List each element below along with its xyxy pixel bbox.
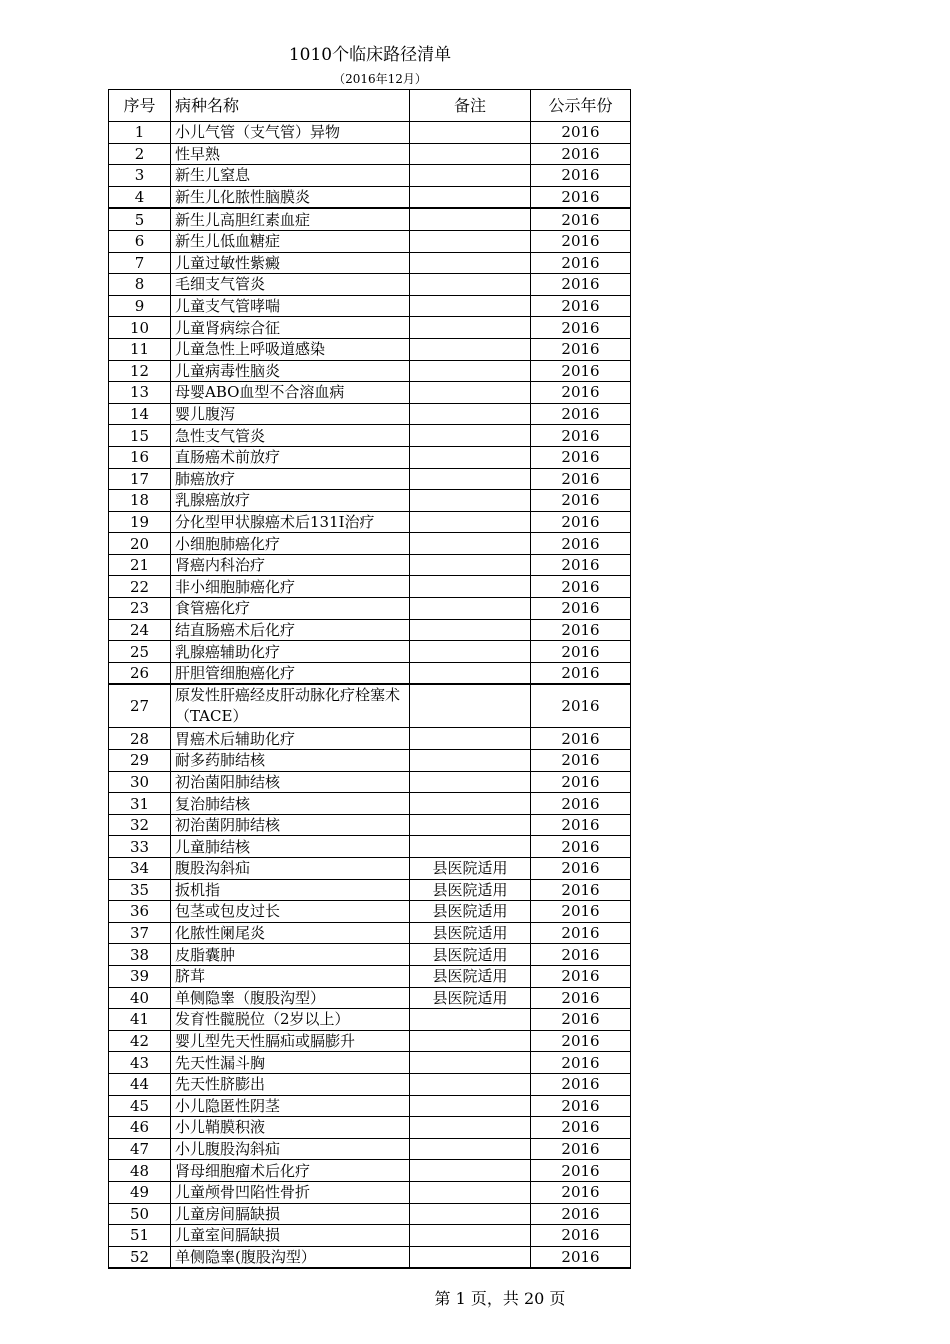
row-remark xyxy=(410,1181,531,1203)
row-year: 2016 xyxy=(531,1225,631,1247)
row-remark xyxy=(410,554,531,576)
row-year: 2016 xyxy=(531,771,631,793)
row-year: 2016 xyxy=(531,186,631,208)
row-remark: 县医院适用 xyxy=(410,879,531,901)
row-year: 2016 xyxy=(531,728,631,750)
row-remark xyxy=(410,771,531,793)
row-index: 18 xyxy=(109,490,171,512)
row-remark xyxy=(410,122,531,144)
table-row xyxy=(109,879,631,901)
row-disease-name: 耐多药肺结核 xyxy=(171,750,410,772)
row-disease-name: 儿童颅骨凹陷性骨折 xyxy=(171,1181,410,1203)
row-year: 2016 xyxy=(531,490,631,512)
row-remark xyxy=(410,1073,531,1095)
row-year: 2016 xyxy=(531,922,631,944)
row-index: 51 xyxy=(109,1225,171,1247)
row-disease-name: 儿童室间膈缺损 xyxy=(171,1225,410,1247)
table-row xyxy=(109,165,631,187)
row-year: 2016 xyxy=(531,511,631,533)
row-remark xyxy=(410,728,531,750)
row-remark xyxy=(410,662,531,684)
row-index: 26 xyxy=(109,662,171,684)
table-row xyxy=(109,382,631,404)
row-index: 23 xyxy=(109,598,171,620)
row-remark: 县医院适用 xyxy=(410,922,531,944)
row-year: 2016 xyxy=(531,1138,631,1160)
row-disease-name: 结直肠癌术后化疗 xyxy=(171,619,410,641)
row-remark xyxy=(410,1052,531,1074)
table-row xyxy=(109,1138,631,1160)
row-year: 2016 xyxy=(531,684,631,728)
table-row xyxy=(109,533,631,555)
row-index: 28 xyxy=(109,728,171,750)
table-row xyxy=(109,186,631,208)
row-year: 2016 xyxy=(531,554,631,576)
row-year: 2016 xyxy=(531,1117,631,1139)
row-disease-name: 小儿腹股沟斜疝 xyxy=(171,1138,410,1160)
table-row xyxy=(109,1095,631,1117)
row-index: 39 xyxy=(109,965,171,987)
table-row xyxy=(109,403,631,425)
table-row xyxy=(109,814,631,836)
row-disease-name: 发育性髋脱位（2岁以上） xyxy=(171,1009,410,1031)
table-row xyxy=(109,554,631,576)
row-year: 2016 xyxy=(531,143,631,165)
row-disease-name: 原发性肝癌经皮肝动脉化疗栓塞术（TACE） xyxy=(171,684,410,728)
row-remark xyxy=(410,143,531,165)
row-disease-name: 新生儿高胆红素血症 xyxy=(171,208,410,230)
row-remark xyxy=(410,317,531,339)
row-index: 33 xyxy=(109,836,171,858)
row-index: 8 xyxy=(109,274,171,296)
row-year: 2016 xyxy=(531,576,631,598)
row-disease-name: 复治肺结核 xyxy=(171,793,410,815)
row-remark xyxy=(410,1203,531,1225)
row-year: 2016 xyxy=(531,122,631,144)
table-row xyxy=(109,1073,631,1095)
row-remark xyxy=(410,1095,531,1117)
row-disease-name: 非小细胞肺癌化疗 xyxy=(171,576,410,598)
row-disease-name: 先天性脐膨出 xyxy=(171,1073,410,1095)
row-disease-name: 包茎或包皮过长 xyxy=(171,901,410,923)
row-remark xyxy=(410,750,531,772)
row-remark: 县医院适用 xyxy=(410,987,531,1009)
row-year: 2016 xyxy=(531,165,631,187)
row-disease-name: 儿童肾病综合征 xyxy=(171,317,410,339)
row-index: 19 xyxy=(109,511,171,533)
table-body xyxy=(109,122,631,1269)
row-index: 34 xyxy=(109,858,171,880)
table-row xyxy=(109,836,631,858)
row-index: 9 xyxy=(109,295,171,317)
row-year: 2016 xyxy=(531,598,631,620)
row-remark xyxy=(410,165,531,187)
row-remark xyxy=(410,1117,531,1139)
table-row xyxy=(109,1052,631,1074)
row-year: 2016 xyxy=(531,1246,631,1268)
row-year: 2016 xyxy=(531,836,631,858)
table-row xyxy=(109,684,631,728)
row-year: 2016 xyxy=(531,1181,631,1203)
document-title: 1010个临床路径清单 xyxy=(288,45,452,65)
header-disease-name: 病种名称 xyxy=(171,90,410,122)
row-index: 27 xyxy=(109,684,171,728)
row-year: 2016 xyxy=(531,1095,631,1117)
row-index: 13 xyxy=(109,382,171,404)
row-index: 37 xyxy=(109,922,171,944)
row-index: 46 xyxy=(109,1117,171,1139)
row-year: 2016 xyxy=(531,987,631,1009)
row-disease-name: 性早熟 xyxy=(171,143,410,165)
row-year: 2016 xyxy=(531,230,631,252)
row-remark xyxy=(410,230,531,252)
row-disease-name: 直肠癌术前放疗 xyxy=(171,446,410,468)
row-remark xyxy=(410,208,531,230)
row-remark xyxy=(410,793,531,815)
row-disease-name: 小细胞肺癌化疗 xyxy=(171,533,410,555)
header-remark: 备注 xyxy=(410,90,531,122)
row-year: 2016 xyxy=(531,879,631,901)
row-year: 2016 xyxy=(531,793,631,815)
row-remark xyxy=(410,186,531,208)
row-disease-name: 皮脂囊肿 xyxy=(171,944,410,966)
row-remark xyxy=(410,382,531,404)
row-index: 36 xyxy=(109,901,171,923)
row-year: 2016 xyxy=(531,814,631,836)
table-row xyxy=(109,944,631,966)
row-index: 44 xyxy=(109,1073,171,1095)
row-remark xyxy=(410,360,531,382)
table-row xyxy=(109,1181,631,1203)
row-disease-name: 初治菌阴肺结核 xyxy=(171,814,410,836)
row-index: 31 xyxy=(109,793,171,815)
row-disease-name: 乳腺癌放疗 xyxy=(171,490,410,512)
row-index: 35 xyxy=(109,879,171,901)
row-index: 6 xyxy=(109,230,171,252)
row-year: 2016 xyxy=(531,382,631,404)
row-year: 2016 xyxy=(531,1160,631,1182)
row-index: 49 xyxy=(109,1181,171,1203)
row-year: 2016 xyxy=(531,274,631,296)
row-remark xyxy=(410,338,531,360)
table-row xyxy=(109,728,631,750)
table-row xyxy=(109,446,631,468)
row-index: 4 xyxy=(109,186,171,208)
table-row xyxy=(109,317,631,339)
row-year: 2016 xyxy=(531,944,631,966)
row-remark xyxy=(410,511,531,533)
row-disease-name: 儿童过敏性紫癜 xyxy=(171,252,410,274)
row-remark xyxy=(410,1246,531,1268)
table-row xyxy=(109,576,631,598)
row-remark xyxy=(410,619,531,641)
row-remark xyxy=(410,252,531,274)
table-row xyxy=(109,208,631,230)
row-disease-name: 单侧隐睾(腹股沟型） xyxy=(171,1246,410,1268)
row-disease-name: 单侧隐睾（腹股沟型） xyxy=(171,987,410,1009)
row-index: 41 xyxy=(109,1009,171,1031)
row-disease-name: 腹股沟斜疝 xyxy=(171,858,410,880)
row-year: 2016 xyxy=(531,360,631,382)
row-year: 2016 xyxy=(531,208,631,230)
row-index: 29 xyxy=(109,750,171,772)
row-year: 2016 xyxy=(531,317,631,339)
row-index: 24 xyxy=(109,619,171,641)
row-year: 2016 xyxy=(531,1073,631,1095)
table-row xyxy=(109,858,631,880)
row-index: 7 xyxy=(109,252,171,274)
row-year: 2016 xyxy=(531,1203,631,1225)
row-year: 2016 xyxy=(531,901,631,923)
row-disease-name: 儿童肺结核 xyxy=(171,836,410,858)
table-row xyxy=(109,750,631,772)
row-disease-name: 母婴ABO血型不合溶血病 xyxy=(171,382,410,404)
row-remark xyxy=(410,403,531,425)
row-index: 20 xyxy=(109,533,171,555)
row-year: 2016 xyxy=(531,1009,631,1031)
row-remark: 县医院适用 xyxy=(410,944,531,966)
row-index: 15 xyxy=(109,425,171,447)
row-remark xyxy=(410,425,531,447)
row-remark xyxy=(410,641,531,663)
row-year: 2016 xyxy=(531,425,631,447)
table-row xyxy=(109,511,631,533)
row-remark: 县医院适用 xyxy=(410,901,531,923)
row-remark xyxy=(410,490,531,512)
row-index: 47 xyxy=(109,1138,171,1160)
table-row xyxy=(109,252,631,274)
row-remark xyxy=(410,1160,531,1182)
header-year: 公示年份 xyxy=(531,90,631,122)
table-row xyxy=(109,662,631,684)
row-remark: 县医院适用 xyxy=(410,858,531,880)
row-disease-name: 新生儿窒息 xyxy=(171,165,410,187)
table-row xyxy=(109,1009,631,1031)
row-disease-name: 新生儿化脓性脑膜炎 xyxy=(171,186,410,208)
row-year: 2016 xyxy=(531,750,631,772)
row-disease-name: 肺癌放疗 xyxy=(171,468,410,490)
table-row xyxy=(109,987,631,1009)
table-row xyxy=(109,1225,631,1247)
row-index: 21 xyxy=(109,554,171,576)
row-remark xyxy=(410,814,531,836)
row-year: 2016 xyxy=(531,403,631,425)
table-row xyxy=(109,274,631,296)
row-disease-name: 新生儿低血糖症 xyxy=(171,230,410,252)
row-disease-name: 胃癌术后辅助化疗 xyxy=(171,728,410,750)
row-remark xyxy=(410,684,531,728)
row-remark xyxy=(410,295,531,317)
row-disease-name: 小儿隐匿性阴茎 xyxy=(171,1095,410,1117)
table-header-row xyxy=(109,90,631,122)
page-footer: 第 1 页，共 20 页 xyxy=(434,1289,566,1308)
row-index: 11 xyxy=(109,338,171,360)
row-index: 32 xyxy=(109,814,171,836)
table-row xyxy=(109,1203,631,1225)
table-row xyxy=(109,771,631,793)
row-disease-name: 肾母细胞瘤术后化疗 xyxy=(171,1160,410,1182)
row-year: 2016 xyxy=(531,338,631,360)
row-index: 10 xyxy=(109,317,171,339)
row-remark xyxy=(410,1138,531,1160)
row-year: 2016 xyxy=(531,858,631,880)
table-row xyxy=(109,1030,631,1052)
row-index: 45 xyxy=(109,1095,171,1117)
table-row xyxy=(109,360,631,382)
row-index: 5 xyxy=(109,208,171,230)
document-subtitle: （2016年12月） xyxy=(333,72,427,86)
row-index: 3 xyxy=(109,165,171,187)
row-index: 1 xyxy=(109,122,171,144)
row-remark xyxy=(410,576,531,598)
row-disease-name: 毛细支气管炎 xyxy=(171,274,410,296)
table-row xyxy=(109,143,631,165)
row-year: 2016 xyxy=(531,468,631,490)
row-index: 12 xyxy=(109,360,171,382)
table-row xyxy=(109,1246,631,1268)
row-index: 14 xyxy=(109,403,171,425)
row-disease-name: 食管癌化疗 xyxy=(171,598,410,620)
row-disease-name: 儿童支气管哮喘 xyxy=(171,295,410,317)
table-row xyxy=(109,641,631,663)
row-disease-name: 儿童病毒性脑炎 xyxy=(171,360,410,382)
row-disease-name: 先天性漏斗胸 xyxy=(171,1052,410,1074)
row-remark xyxy=(410,1225,531,1247)
table-row xyxy=(109,1117,631,1139)
row-remark xyxy=(410,274,531,296)
row-disease-name: 儿童房间膈缺损 xyxy=(171,1203,410,1225)
row-year: 2016 xyxy=(531,295,631,317)
table-row xyxy=(109,425,631,447)
row-index: 48 xyxy=(109,1160,171,1182)
row-year: 2016 xyxy=(531,662,631,684)
row-disease-name: 初治菌阳肺结核 xyxy=(171,771,410,793)
row-index: 50 xyxy=(109,1203,171,1225)
row-index: 2 xyxy=(109,143,171,165)
row-index: 43 xyxy=(109,1052,171,1074)
row-index: 22 xyxy=(109,576,171,598)
header-index: 序号 xyxy=(109,90,171,122)
row-year: 2016 xyxy=(531,252,631,274)
row-remark xyxy=(410,1030,531,1052)
row-remark xyxy=(410,446,531,468)
table-row xyxy=(109,230,631,252)
table-row xyxy=(109,1160,631,1182)
row-year: 2016 xyxy=(531,619,631,641)
table-row xyxy=(109,122,631,144)
row-disease-name: 肾癌内科治疗 xyxy=(171,554,410,576)
row-year: 2016 xyxy=(531,533,631,555)
row-remark xyxy=(410,836,531,858)
row-disease-name: 化脓性阑尾炎 xyxy=(171,922,410,944)
row-remark xyxy=(410,468,531,490)
row-index: 40 xyxy=(109,987,171,1009)
row-disease-name: 肝胆管细胞癌化疗 xyxy=(171,662,410,684)
table-row xyxy=(109,922,631,944)
table-row xyxy=(109,338,631,360)
row-index: 42 xyxy=(109,1030,171,1052)
row-disease-name: 分化型甲状腺癌术后131I治疗 xyxy=(171,511,410,533)
row-disease-name: 婴儿型先天性膈疝或膈膨升 xyxy=(171,1030,410,1052)
row-remark: 县医院适用 xyxy=(410,965,531,987)
row-disease-name: 婴儿腹泻 xyxy=(171,403,410,425)
row-disease-name: 乳腺癌辅助化疗 xyxy=(171,641,410,663)
row-index: 16 xyxy=(109,446,171,468)
pathway-table xyxy=(108,89,631,1269)
row-remark xyxy=(410,1009,531,1031)
row-remark xyxy=(410,598,531,620)
row-year: 2016 xyxy=(531,641,631,663)
row-year: 2016 xyxy=(531,1030,631,1052)
table-row xyxy=(109,598,631,620)
row-disease-name: 小儿气管（支气管）异物 xyxy=(171,122,410,144)
row-index: 25 xyxy=(109,641,171,663)
row-index: 38 xyxy=(109,944,171,966)
table-row xyxy=(109,619,631,641)
table-row xyxy=(109,965,631,987)
row-disease-name: 小儿鞘膜积液 xyxy=(171,1117,410,1139)
row-year: 2016 xyxy=(531,1052,631,1074)
table-row xyxy=(109,793,631,815)
row-remark xyxy=(410,533,531,555)
row-index: 17 xyxy=(109,468,171,490)
table-row xyxy=(109,468,631,490)
row-disease-name: 脐茸 xyxy=(171,965,410,987)
table-row xyxy=(109,490,631,512)
row-index: 30 xyxy=(109,771,171,793)
table-row xyxy=(109,901,631,923)
row-disease-name: 扳机指 xyxy=(171,879,410,901)
row-disease-name: 急性支气管炎 xyxy=(171,425,410,447)
row-index: 52 xyxy=(109,1246,171,1268)
row-disease-name: 儿童急性上呼吸道感染 xyxy=(171,338,410,360)
table-row xyxy=(109,295,631,317)
row-year: 2016 xyxy=(531,965,631,987)
row-year: 2016 xyxy=(531,446,631,468)
